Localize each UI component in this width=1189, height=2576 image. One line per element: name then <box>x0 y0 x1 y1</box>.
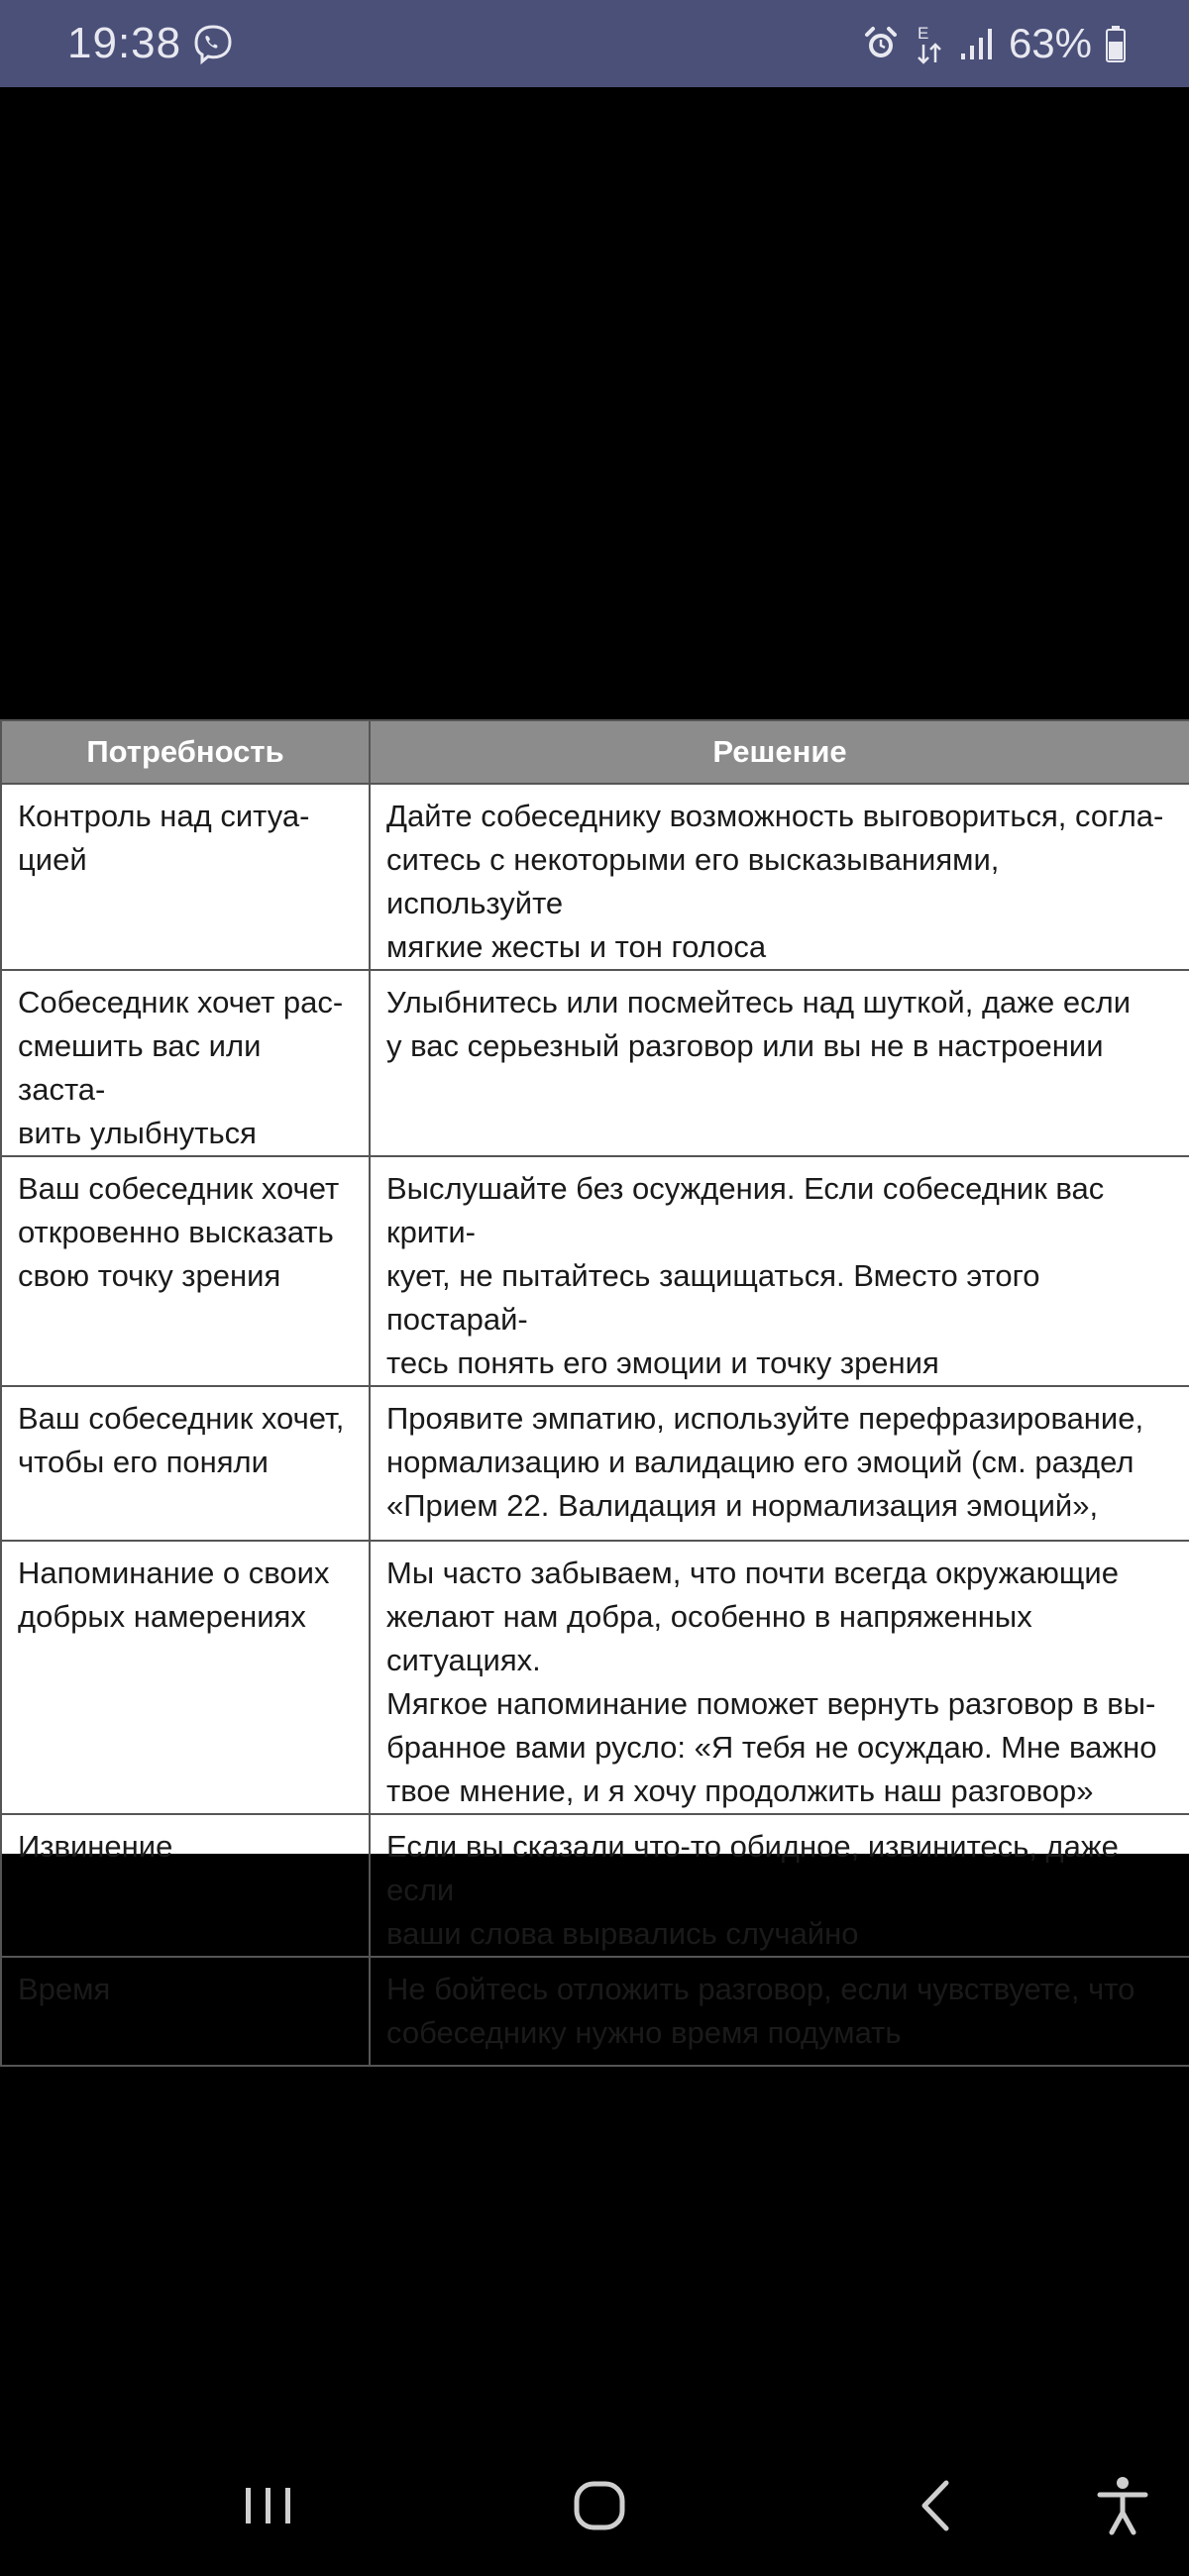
cell-line: Время <box>18 1972 111 2006</box>
cell-line: нормализацию и валидацию его эмоций (см. раздел <box>386 1445 1135 1479</box>
cell-line: Не бойтесь отложить разговор, если чувствуете, что <box>386 1972 1135 2006</box>
cell-line: ваши слова вырвались случайно <box>386 1916 859 1951</box>
battery-percentage: 63% <box>1008 20 1092 66</box>
status-icons <box>862 20 1126 67</box>
need-cell <box>1 1156 370 1386</box>
cell-line: откровенно высказать <box>18 1215 334 1249</box>
table-row <box>1 1156 1189 1386</box>
cell-line: у вас серьезный разговор или вы не в настроении <box>386 1028 1104 1063</box>
need-cell <box>1 1957 370 2066</box>
header-solution: Решение <box>370 720 1189 784</box>
accessibility-icon[interactable] <box>1078 2461 1167 2550</box>
solution-cell <box>370 1957 1189 2066</box>
need-cell <box>1 1386 370 1541</box>
cell-line: Мы часто забываем, что почти всегда окружающие <box>386 1556 1119 1590</box>
need-cell <box>1 1541 370 1814</box>
cell-line: твое мнение, и я хочу продолжить наш разговор» <box>386 1773 1094 1808</box>
cell-line: кует, не пытайтесь защищаться. Вместо этого постарай- <box>386 1258 1040 1337</box>
table-header-row <box>1 720 1189 784</box>
cell-line: Напоминание о своих <box>18 1556 330 1590</box>
network-e-icon <box>914 23 945 64</box>
cell-line: Извинение <box>18 1829 173 1864</box>
cell-line: Дайте собеседнику возможность выговориться, согла- <box>386 799 1164 833</box>
cell-line: смешить вас или заста- <box>18 1028 262 1107</box>
book-page-table <box>0 719 1189 2050</box>
cell-line: Ваш собеседник хочет <box>18 1171 340 1206</box>
table-row <box>1 1814 1189 1957</box>
home-icon[interactable] <box>555 2461 644 2550</box>
table-row <box>1 1957 1189 2066</box>
cell-line: Ваш собеседник хочет, <box>18 1401 345 1436</box>
solution-cell <box>370 1386 1189 1541</box>
cell-line: бранное вами русло: «Я тебя не осуждаю. Мне важно <box>386 1730 1157 1765</box>
cell-line: Проявите эмпатию, используйте перефразирование, <box>386 1401 1144 1436</box>
cell-line: мягкие жесты и тон голоса <box>386 929 767 964</box>
svg-text:E: E <box>917 24 929 43</box>
cell-line: свою точку зрения <box>18 1258 281 1293</box>
cell-line: Если вы сказали что-то обидное, извинитесь, даже если <box>386 1829 1119 1907</box>
need-cell <box>1 970 370 1156</box>
cell-line: цией <box>18 842 87 877</box>
viber-icon <box>192 24 234 65</box>
table-row <box>1 970 1189 1156</box>
cell-line: желают нам добра, особенно в напряженных ситуациях. <box>386 1599 1032 1677</box>
cell-line: «Прием 22. Валидация и нормализация эмоций», <box>386 1488 1099 1523</box>
status-time: 19:38 <box>67 19 182 67</box>
navigation-bar <box>0 2437 1189 2576</box>
table-row <box>1 1541 1189 1814</box>
table-row <box>1 784 1189 970</box>
signal-icon <box>959 26 995 61</box>
cell-line: ситесь с некоторыми его высказываниями, используйте <box>386 842 1000 920</box>
battery-icon <box>1106 25 1126 62</box>
cell-line: Собеседник хочет рас- <box>18 985 344 1020</box>
table-row <box>1 1386 1189 1541</box>
cell-line: собеседнику нужно время подумать <box>386 2015 902 2050</box>
cell-line: Улыбнитесь или посмейтесь над шуткой, даже если <box>386 985 1132 1020</box>
cell-line: Мягкое напоминание поможет вернуть разговор в вы- <box>386 1686 1156 1721</box>
solution-cell <box>370 1541 1189 1814</box>
need-cell <box>1 784 370 970</box>
needs-solutions-table <box>0 719 1189 2067</box>
status-bar <box>0 0 1189 87</box>
solution-cell <box>370 1814 1189 1957</box>
recent-apps-icon[interactable] <box>223 2461 312 2550</box>
back-icon[interactable] <box>892 2461 981 2550</box>
cell-line: добрых намерениях <box>18 1599 306 1634</box>
cell-line: вить улыбнуться <box>18 1116 257 1150</box>
solution-cell <box>370 970 1189 1156</box>
cell-line: Контроль над ситуа- <box>18 799 310 833</box>
cell-line: Выслушайте без осуждения. Если собеседник вас крити- <box>386 1171 1105 1249</box>
header-need: Потребность <box>1 720 370 784</box>
alarm-icon <box>862 25 900 62</box>
cell-line: тесь понять его эмоции и точку зрения <box>386 1345 939 1380</box>
solution-cell <box>370 1156 1189 1386</box>
solution-cell <box>370 784 1189 970</box>
cell-line: чтобы его поняли <box>18 1445 269 1479</box>
need-cell <box>1 1814 370 1957</box>
